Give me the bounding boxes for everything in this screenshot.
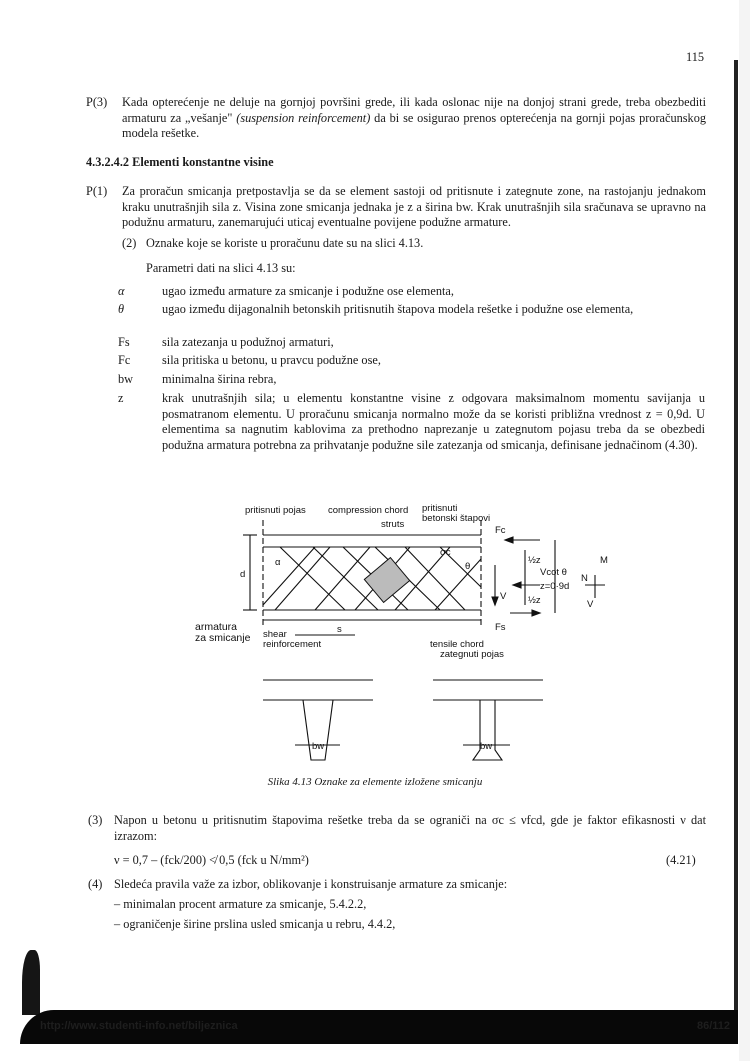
- fig-label: shear: [263, 629, 287, 640]
- scan-artifact: [22, 950, 40, 1015]
- p3-label: P(3): [86, 95, 108, 109]
- fig-label: s: [337, 624, 342, 635]
- params-intro: Parametri dati na slici 4.13 su:: [146, 261, 296, 275]
- def-symbol: α: [118, 284, 125, 298]
- fig-label: za smicanje: [195, 632, 251, 644]
- fig-label: N: [581, 573, 588, 584]
- page-number: 115: [686, 50, 704, 64]
- fig-label: armatura: [195, 621, 238, 633]
- p3-text-end: da bi se osigurao prenos opterećenja na gornji pojas proračunskog modela rešetke.: [122, 110, 706, 140]
- fig-label: V: [500, 591, 507, 602]
- fig-label: d: [240, 569, 246, 580]
- fig-label: reinforcement: [263, 639, 322, 650]
- equation-number: (4.21): [666, 853, 696, 867]
- scan-border: [734, 60, 738, 1020]
- p3-italic: (suspension reinforcement): [236, 110, 371, 125]
- fig-label: pritisnuti pojas: [245, 505, 306, 516]
- strut-element: [364, 558, 409, 603]
- fig-label: z=0·9d: [540, 581, 570, 592]
- fig-label: α: [275, 557, 281, 568]
- equation: ν = 0,7 – (fck/200) ≮ 0,5 (fck u N/mm²): [114, 853, 309, 867]
- fig-label: bw: [312, 741, 325, 752]
- def-text: ugao između armature za smicanje i podužne ose elementa,: [162, 284, 454, 298]
- p2-label: (2): [122, 236, 137, 250]
- fig-label: V: [587, 599, 594, 610]
- p4-text: Sledeća pravila važe za izbor, oblikovanje i konstruisanje armature za smicanje:: [114, 877, 508, 891]
- fig-label: pritisnuti: [422, 503, 458, 514]
- fig-label: ½z: [528, 555, 541, 566]
- fig-label: bw: [480, 741, 493, 752]
- p3b-label: (3): [88, 813, 103, 827]
- list-item: – minimalan procent armature za smicanje, 5.4.2.2,: [114, 897, 367, 911]
- fig-label: ½z: [528, 595, 541, 606]
- fig-label: Fc: [495, 525, 506, 536]
- def-text: ugao između dijagonalnih betonskih pritisnutih štapova modela rešetke i podužne ose elementa,: [162, 302, 634, 316]
- fig-label: M: [600, 555, 608, 566]
- def-symbol: θ: [118, 302, 125, 316]
- fig-label: Vcot θ: [540, 567, 567, 578]
- list-item: – ograničenje širine prslina usled smicanja u rebru, 4.4.2,: [114, 917, 396, 931]
- fig-label: Fs: [495, 622, 506, 633]
- figure-caption: Slika 4.13 Oznake za elemente izložene smicanju: [267, 776, 483, 788]
- def-symbol: z: [118, 391, 124, 405]
- fig-label: zategnuti pojas: [440, 649, 504, 660]
- def-text: minimalna širina rebra,: [162, 372, 277, 386]
- def-symbol: bw: [118, 372, 134, 386]
- scan-edge: [739, 0, 750, 1061]
- def-text: sila pritiska u betonu, u pravcu podužne ose,: [162, 353, 381, 367]
- fig-label: θ: [465, 561, 471, 572]
- fig-label: tensile chord: [430, 639, 484, 650]
- p3-paragraph: [122, 95, 706, 142]
- p1-label: P(1): [86, 184, 108, 198]
- scan-footer-bar: [20, 1010, 738, 1044]
- fig-label: compression chord: [328, 505, 409, 516]
- footer-page: 86/112: [696, 1020, 730, 1032]
- section-heading: 4.3.2.4.2 Elementi konstantne visine: [86, 155, 274, 169]
- def-text: krak unutrašnjih sila; u elementu konstantne visine z odgovara maksimalnom momentu savijanja u posmatranom elementu. U proračunu smicanja normalno može da se koristi približna vrednost z = 0,9d. U elementima sa nagnutim kablovima za prethodno naprezanje u zategnutom pojasu treba da se obezbedi podužna armatura potrebna za prihvatanje podužne sile zatezanja od smicanja, definisane jednačinom (4.30).: [162, 391, 705, 452]
- p1-paragraph: Za proračun smicanja pretpostavlja se da se element sastoji od pritisnute i zategnute zone, na rastojanju jednakom kraku unutrašnjih sila z. Visina zone smicanja jednaka je z a širina bw. Krak unutrašnjih sila sračunava se upravno na podužnu armaturu, zanemarujući uticaj eventualne povijene podužne armature.: [122, 184, 706, 229]
- p3b-text: Napon u betonu u pritisnutim štapovima rešetke treba da se ograniči na σc ≤ νfcd, gde je faktor efikasnosti ν dat izrazom:: [114, 813, 706, 843]
- footer-url[interactable]: http://www.studenti-info.net/biljeznica: [40, 1020, 238, 1032]
- fig-label: betonski štapovi: [422, 513, 491, 524]
- def-symbol: Fs: [118, 335, 130, 349]
- def-symbol: Fc: [118, 353, 131, 367]
- truss-model-figure: [195, 495, 615, 770]
- p4-label: (4): [88, 877, 103, 891]
- def-text: sila zatezanja u podužnoj armaturi,: [162, 335, 334, 349]
- fig-label: σc: [440, 547, 451, 558]
- p3-text: Kada opterećenje ne deluje na gornjoj površini grede, ili kada oslonac nije na donjoj strani grede, treba obezbediti armaturu za „vešanje": [122, 95, 706, 125]
- fig-label: struts: [381, 519, 405, 530]
- p2-text: Oznake koje se koriste u proračunu date su na slici 4.13.: [146, 236, 424, 250]
